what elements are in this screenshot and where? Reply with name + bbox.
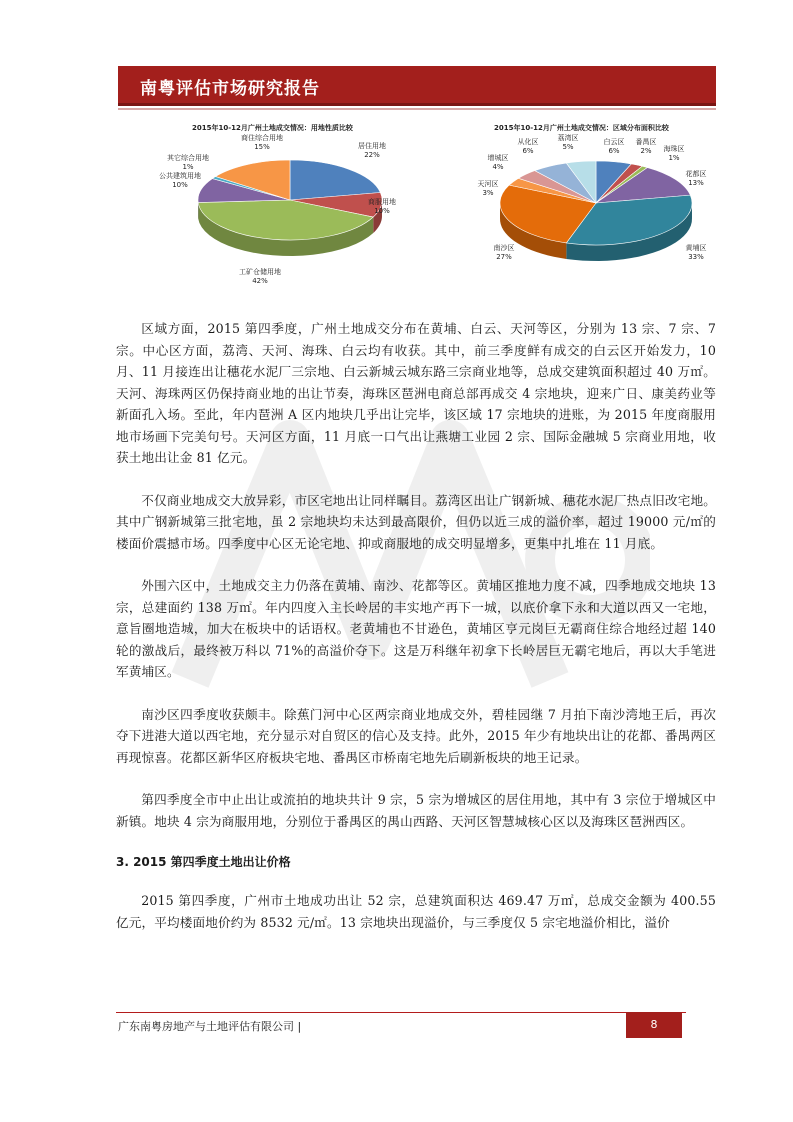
chart-title: 2015年10-12月广州土地成交情况：区域分布面积比较 — [494, 124, 669, 132]
slice-category-label: 公共建筑用地 — [159, 172, 201, 180]
paragraph-residential: 不仅商业地成交大放异彩，市区宅地出让同样瞩目。荔湾区出让广钢新城、穗花水泥厂热点旧改宅地。其中广钢新城第三批宅地，虽 2 宗地块均未达到最高限价，但仍以近三成的溢价率，超过 19000 元/㎡的楼面价震撼市场。四季度中心区无论宅地、抑或商服地的成交明显增多，更集中扎堆在 11 月底。 — [116, 492, 716, 551]
paragraph-nansha: 南沙区四季度收获颇丰。除蕉门河中心区两宗商业地成交外，碧桂园继 7 月拍下南沙湾地王后，再次夺下进港大道以西宅地，充分显示对自贸区的信心及支持。此外，2015 年少有地块出让的花都、番禺两区再现惊喜。花都区新华区府板块宅地、番禺区市桥南宅地先后刷新板块的地王记录。 — [116, 706, 716, 765]
slice-value-label: 1% — [182, 163, 194, 171]
district-pie-chart — [474, 118, 724, 298]
land-use-pie-chart — [150, 118, 405, 298]
slice-value-label: 4% — [492, 163, 504, 171]
slice-category-label: 黄埔区 — [685, 244, 707, 252]
district-pie-svg — [474, 118, 724, 298]
slice-category-label: 花都区 — [685, 170, 707, 178]
page-header-bar — [118, 66, 716, 106]
slice-category-label: 其它综合用地 — [167, 154, 209, 162]
section-heading: 3. 2015 第四季度土地出让价格 — [116, 855, 291, 869]
slice-category-label: 商服用地 — [368, 198, 396, 206]
slice-category-label: 工矿仓储用地 — [239, 268, 281, 276]
slice-value-label: 42% — [252, 277, 268, 285]
slice-value-label: 2% — [640, 147, 652, 155]
land-use-pie-svg — [150, 118, 405, 298]
slice-value-label: 22% — [364, 151, 380, 159]
slice-category-label: 从化区 — [517, 138, 539, 146]
paragraph-price: 2015 第四季度，广州市土地成功出让 52 宗，总建筑面积达 469.47 万㎡，总成交金额为 400.55 亿元，平均楼面地价约为 8532 元/㎡。13 宗地块出现溢价，与三季度仅 5 宗宅地溢价相比，溢价 — [116, 893, 716, 930]
slice-value-label: 13% — [688, 179, 704, 187]
chart-title: 2015年10-12月广州土地成交情况：用地性质比较 — [192, 124, 353, 132]
slice-value-label: 27% — [496, 253, 512, 261]
slice-value-label: 15% — [254, 143, 270, 151]
slice-value-label: 10% — [172, 181, 188, 189]
footer-company: 广东南粤房地产与土地评估有限公司 | — [118, 1020, 302, 1033]
paragraph-suspended: 第四季度全市中止出让或流拍的地块共计 9 宗，5 宗为增城区的居住用地，其中有 3 宗位于增城区中新镇。地块 4 宗为商服用地，分别位于番禺区的禺山西路、天河区智慧城核心区以及海珠区琶洲西区。 — [116, 792, 716, 829]
slice-value-label: 10% — [374, 207, 390, 215]
slice-category-label: 海珠区 — [663, 145, 685, 153]
slice-category-label: 南沙区 — [493, 244, 515, 252]
slice-value-label: 1% — [668, 154, 680, 162]
report-title: 南粤评估市场研究报告 — [140, 79, 320, 99]
header-divider — [118, 108, 716, 110]
slice-value-label: 6% — [608, 147, 620, 155]
paragraph-district: 区域方面，2015 第四季度，广州土地成交分布在黄埔、白云、天河等区，分别为 13 宗、7 宗、7 宗。中心区方面，荔湾、天河、海珠、白云均有收获。其中，前三季度鲜有成交的白云区开始发力，10 月、11 月接连出让穗花水泥厂三宗地、白云新城云城东路三宗商业地等，总成交建筑面积超过 40 万㎡。天河、海珠两区仍保持商业地的出让节奏，海珠区琶洲电商总部再成交 4 宗地块，迎来广日、康美药业等新面孔入场。至此，年内琶洲 A 区内地块几乎出让完毕，该区域 17 宗地块的进账，为 2015 年度商服用地市场画下完美句号。天河区方面，11 月底一口气出让燕塘工业园 2 宗、国际金融城 5 宗商业用地，收获土地出让金 81 亿元。 — [116, 321, 716, 465]
slice-category-label: 商住综合用地 — [241, 134, 283, 142]
paragraph-outer-districts: 外围六区中，土地成交主力仍落在黄埔、南沙、花都等区。黄埔区推地力度不减，四季地成交地块 13 宗，总建面约 138 万㎡。年内四度入主长岭居的丰实地产再下一城，以底价拿下永和大道以西又一宅地，意旨圈地造城，加大在板块中的话语权。老黄埔也不甘逊色，黄埔区亨元岗巨无霸商住综合地经过超 140 轮的激战后，最终被万科以 71%的高溢价夺下。这是万科继年初拿下长岭居巨无霸宅地后，再以大手笔进军黄埔区。 — [116, 578, 716, 679]
main-content — [116, 318, 716, 954]
slice-category-label: 白云区 — [603, 138, 625, 146]
slice-category-label: 天河区 — [477, 180, 499, 188]
slice-category-label: 增城区 — [487, 154, 509, 162]
slice-category-label: 番禺区 — [635, 138, 657, 146]
slice-value-label: 3% — [482, 189, 494, 197]
slice-value-label: 5% — [562, 143, 574, 151]
slice-category-label: 居住用地 — [358, 142, 386, 150]
page-number: 8 — [626, 1012, 682, 1038]
slice-value-label: 33% — [688, 253, 704, 261]
slice-value-label: 6% — [522, 147, 534, 155]
footer-divider — [116, 1012, 686, 1013]
slice-category-label: 荔湾区 — [557, 134, 579, 142]
